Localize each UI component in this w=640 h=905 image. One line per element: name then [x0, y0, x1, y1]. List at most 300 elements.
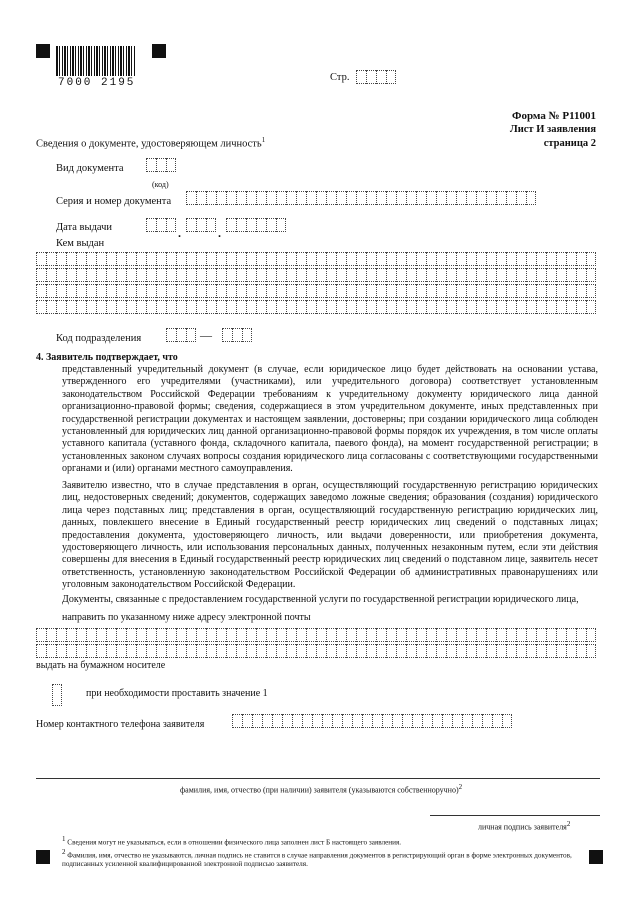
input-cell[interactable] [326, 300, 336, 314]
issue-month-field[interactable] [186, 218, 216, 232]
input-cell[interactable] [526, 628, 536, 642]
input-cell[interactable] [126, 644, 136, 658]
input-cell[interactable] [416, 252, 426, 266]
input-cell[interactable] [282, 714, 292, 728]
input-cell[interactable] [146, 268, 156, 282]
input-cell[interactable] [346, 300, 356, 314]
input-cell[interactable] [126, 628, 136, 642]
input-cell[interactable] [246, 268, 256, 282]
input-cell[interactable] [342, 714, 352, 728]
input-cell[interactable] [406, 268, 416, 282]
input-cell[interactable] [66, 300, 76, 314]
input-cell[interactable] [376, 284, 386, 298]
input-cell[interactable] [492, 714, 502, 728]
input-cell[interactable] [216, 628, 226, 642]
input-cell[interactable] [556, 300, 566, 314]
input-cell[interactable] [396, 300, 406, 314]
input-cell[interactable] [486, 300, 496, 314]
input-cell[interactable] [286, 268, 296, 282]
input-cell[interactable] [256, 628, 266, 642]
input-cell[interactable] [96, 252, 106, 266]
input-cell[interactable] [386, 268, 396, 282]
input-cell[interactable] [356, 284, 366, 298]
input-cell[interactable] [516, 300, 526, 314]
input-cell[interactable] [266, 284, 276, 298]
input-cell[interactable] [436, 284, 446, 298]
input-cell[interactable] [416, 300, 426, 314]
input-cell[interactable] [416, 644, 426, 658]
input-cell[interactable] [386, 252, 396, 266]
input-cell[interactable] [66, 284, 76, 298]
input-cell[interactable] [476, 284, 486, 298]
input-cell[interactable] [216, 284, 226, 298]
input-cell[interactable] [466, 284, 476, 298]
input-cell[interactable] [186, 644, 196, 658]
input-cell[interactable] [466, 644, 476, 658]
input-cell[interactable] [226, 644, 236, 658]
input-cell[interactable] [36, 644, 46, 658]
input-cell[interactable] [446, 284, 456, 298]
input-cell[interactable] [292, 714, 302, 728]
input-cell[interactable] [586, 268, 596, 282]
input-cell[interactable] [546, 284, 556, 298]
input-cell[interactable] [506, 268, 516, 282]
input-cell[interactable] [416, 284, 426, 298]
input-cell[interactable] [412, 714, 422, 728]
input-cell[interactable] [586, 644, 596, 658]
input-cell[interactable] [116, 284, 126, 298]
input-cell[interactable] [576, 644, 586, 658]
input-cell[interactable] [46, 268, 56, 282]
input-cell[interactable] [462, 714, 472, 728]
input-cell[interactable] [366, 268, 376, 282]
input-cell[interactable] [356, 252, 366, 266]
input-cell[interactable] [516, 644, 526, 658]
input-cell[interactable] [386, 300, 396, 314]
input-cell[interactable] [156, 252, 166, 266]
input-cell[interactable] [326, 252, 336, 266]
input-cell[interactable] [206, 252, 216, 266]
input-cell[interactable] [426, 268, 436, 282]
issue-year-field[interactable] [226, 218, 286, 232]
input-cell[interactable] [236, 644, 246, 658]
input-cell[interactable] [346, 252, 356, 266]
input-cell[interactable] [216, 252, 226, 266]
input-cell[interactable] [326, 284, 336, 298]
input-cell[interactable] [276, 644, 286, 658]
input-cell[interactable] [336, 284, 346, 298]
input-cell[interactable] [316, 268, 326, 282]
input-cell[interactable] [426, 252, 436, 266]
input-cell[interactable] [456, 644, 466, 658]
dept-code-field-1[interactable] [166, 328, 196, 342]
input-cell[interactable] [506, 252, 516, 266]
input-cell[interactable] [116, 644, 126, 658]
input-cell[interactable] [96, 268, 106, 282]
input-cell[interactable] [256, 300, 266, 314]
input-cell[interactable] [506, 284, 516, 298]
input-cell[interactable] [176, 628, 186, 642]
input-cell[interactable] [346, 268, 356, 282]
input-cell[interactable] [366, 300, 376, 314]
input-cell[interactable] [372, 714, 382, 728]
input-cell[interactable] [196, 300, 206, 314]
input-cell[interactable] [256, 252, 266, 266]
input-cell[interactable] [46, 300, 56, 314]
input-cell[interactable] [376, 628, 386, 642]
input-cell[interactable] [116, 268, 126, 282]
input-cell[interactable] [116, 628, 126, 642]
input-cell[interactable] [56, 284, 66, 298]
input-cell[interactable] [396, 284, 406, 298]
input-cell[interactable] [296, 284, 306, 298]
input-cell[interactable] [576, 628, 586, 642]
input-cell[interactable] [106, 284, 116, 298]
input-cell[interactable] [146, 300, 156, 314]
input-cell[interactable] [156, 268, 166, 282]
input-cell[interactable] [56, 300, 66, 314]
input-cell[interactable] [456, 268, 466, 282]
input-cell[interactable] [276, 628, 286, 642]
input-cell[interactable] [426, 300, 436, 314]
input-cell[interactable] [126, 252, 136, 266]
input-cell[interactable] [406, 284, 416, 298]
input-cell[interactable] [232, 714, 242, 728]
input-cell[interactable] [136, 268, 146, 282]
input-cell[interactable] [86, 644, 96, 658]
input-cell[interactable] [226, 268, 236, 282]
input-cell[interactable] [86, 284, 96, 298]
input-cell[interactable] [446, 252, 456, 266]
input-cell[interactable] [376, 252, 386, 266]
input-cell[interactable] [546, 268, 556, 282]
input-cell[interactable] [556, 644, 566, 658]
input-cell[interactable] [472, 714, 482, 728]
input-cell[interactable] [146, 628, 156, 642]
input-cell[interactable] [516, 252, 526, 266]
input-cell[interactable] [486, 268, 496, 282]
email-field-row-1[interactable] [36, 628, 596, 642]
input-cell[interactable] [316, 252, 326, 266]
input-cell[interactable] [566, 300, 576, 314]
issued-by-row-3[interactable] [36, 284, 596, 298]
input-cell[interactable] [196, 252, 206, 266]
input-cell[interactable] [96, 644, 106, 658]
input-cell[interactable] [156, 644, 166, 658]
input-cell[interactable] [526, 284, 536, 298]
input-cell[interactable] [442, 714, 452, 728]
input-cell[interactable] [136, 300, 146, 314]
input-cell[interactable] [302, 714, 312, 728]
input-cell[interactable] [496, 300, 506, 314]
input-cell[interactable] [456, 252, 466, 266]
input-cell[interactable] [586, 300, 596, 314]
input-cell[interactable] [226, 300, 236, 314]
input-cell[interactable] [496, 268, 506, 282]
input-cell[interactable] [336, 268, 346, 282]
input-cell[interactable] [256, 644, 266, 658]
input-cell[interactable] [376, 268, 386, 282]
input-cell[interactable] [226, 628, 236, 642]
issued-by-row-2[interactable] [36, 268, 596, 282]
input-cell[interactable] [196, 628, 206, 642]
input-cell[interactable] [466, 252, 476, 266]
input-cell[interactable] [496, 284, 506, 298]
input-cell[interactable] [206, 284, 216, 298]
input-cell[interactable] [556, 284, 566, 298]
input-cell[interactable] [246, 644, 256, 658]
issued-by-row-4[interactable] [36, 300, 596, 314]
input-cell[interactable] [426, 628, 436, 642]
input-cell[interactable] [476, 268, 486, 282]
input-cell[interactable] [416, 268, 426, 282]
input-cell[interactable] [506, 300, 516, 314]
input-cell[interactable] [396, 268, 406, 282]
input-cell[interactable] [376, 644, 386, 658]
input-cell[interactable] [186, 268, 196, 282]
input-cell[interactable] [76, 644, 86, 658]
issue-day-field[interactable] [146, 218, 176, 232]
input-cell[interactable] [136, 644, 146, 658]
input-cell[interactable] [156, 300, 166, 314]
input-cell[interactable] [66, 644, 76, 658]
input-cell[interactable] [306, 252, 316, 266]
input-cell[interactable] [296, 252, 306, 266]
input-cell[interactable] [402, 714, 412, 728]
page-number-cells[interactable] [356, 70, 396, 84]
input-cell[interactable] [56, 252, 66, 266]
input-cell[interactable] [106, 252, 116, 266]
input-cell[interactable] [496, 628, 506, 642]
input-cell[interactable] [36, 300, 46, 314]
input-cell[interactable] [486, 628, 496, 642]
input-cell[interactable] [366, 284, 376, 298]
input-cell[interactable] [176, 300, 186, 314]
input-cell[interactable] [176, 284, 186, 298]
input-cell[interactable] [456, 300, 466, 314]
input-cell[interactable] [356, 268, 366, 282]
input-cell[interactable] [416, 628, 426, 642]
input-cell[interactable] [106, 300, 116, 314]
input-cell[interactable] [116, 300, 126, 314]
input-cell[interactable] [566, 284, 576, 298]
input-cell[interactable] [226, 252, 236, 266]
input-cell[interactable] [166, 644, 176, 658]
input-cell[interactable] [166, 300, 176, 314]
input-cell[interactable] [446, 300, 456, 314]
input-cell[interactable] [476, 300, 486, 314]
input-cell[interactable] [76, 268, 86, 282]
input-cell[interactable] [276, 284, 286, 298]
input-cell[interactable] [176, 268, 186, 282]
input-cell[interactable] [406, 644, 416, 658]
input-cell[interactable] [536, 252, 546, 266]
input-cell[interactable] [206, 300, 216, 314]
input-cell[interactable] [366, 644, 376, 658]
input-cell[interactable] [36, 628, 46, 642]
input-cell[interactable] [66, 628, 76, 642]
input-cell[interactable] [376, 300, 386, 314]
input-cell[interactable] [106, 628, 116, 642]
input-cell[interactable] [66, 252, 76, 266]
dept-code-field-2[interactable] [222, 328, 252, 342]
input-cell[interactable] [326, 628, 336, 642]
input-cell[interactable] [36, 284, 46, 298]
input-cell[interactable] [296, 300, 306, 314]
input-cell[interactable] [396, 644, 406, 658]
input-cell[interactable] [86, 252, 96, 266]
input-cell[interactable] [536, 284, 546, 298]
input-cell[interactable] [516, 284, 526, 298]
input-cell[interactable] [286, 628, 296, 642]
input-cell[interactable] [546, 644, 556, 658]
input-cell[interactable] [526, 252, 536, 266]
input-cell[interactable] [236, 628, 246, 642]
input-cell[interactable] [236, 300, 246, 314]
input-cell[interactable] [116, 252, 126, 266]
input-cell[interactable] [396, 628, 406, 642]
input-cell[interactable] [436, 252, 446, 266]
input-cell[interactable] [476, 644, 486, 658]
input-cell[interactable] [316, 628, 326, 642]
input-cell[interactable] [536, 628, 546, 642]
input-cell[interactable] [226, 284, 236, 298]
input-cell[interactable] [526, 644, 536, 658]
input-cell[interactable] [446, 644, 456, 658]
input-cell[interactable] [276, 300, 286, 314]
input-cell[interactable] [66, 268, 76, 282]
input-cell[interactable] [436, 644, 446, 658]
input-cell[interactable] [166, 268, 176, 282]
input-cell[interactable] [296, 268, 306, 282]
input-cell[interactable] [496, 644, 506, 658]
input-cell[interactable] [136, 628, 146, 642]
input-cell[interactable] [526, 300, 536, 314]
input-cell[interactable] [482, 714, 492, 728]
input-cell[interactable] [386, 644, 396, 658]
input-cell[interactable] [546, 300, 556, 314]
input-cell[interactable] [176, 644, 186, 658]
input-cell[interactable] [476, 628, 486, 642]
input-cell[interactable] [456, 284, 466, 298]
input-cell[interactable] [436, 300, 446, 314]
input-cell[interactable] [76, 284, 86, 298]
input-cell[interactable] [166, 628, 176, 642]
input-cell[interactable] [426, 644, 436, 658]
input-cell[interactable] [306, 284, 316, 298]
input-cell[interactable] [186, 300, 196, 314]
input-cell[interactable] [452, 714, 462, 728]
input-cell[interactable] [96, 300, 106, 314]
input-cell[interactable] [216, 300, 226, 314]
input-cell[interactable] [386, 284, 396, 298]
input-cell[interactable] [286, 300, 296, 314]
doc-type-field[interactable] [146, 158, 176, 172]
input-cell[interactable] [156, 284, 166, 298]
input-cell[interactable] [556, 252, 566, 266]
input-cell[interactable] [316, 284, 326, 298]
input-cell[interactable] [126, 284, 136, 298]
input-cell[interactable] [506, 628, 516, 642]
input-cell[interactable] [186, 252, 196, 266]
input-cell[interactable] [566, 252, 576, 266]
input-cell[interactable] [436, 628, 446, 642]
input-cell[interactable] [286, 284, 296, 298]
input-cell[interactable] [246, 252, 256, 266]
input-cell[interactable] [576, 252, 586, 266]
input-cell[interactable] [106, 268, 116, 282]
input-cell[interactable] [246, 284, 256, 298]
input-cell[interactable] [356, 628, 366, 642]
input-cell[interactable] [546, 628, 556, 642]
input-cell[interactable] [242, 714, 252, 728]
input-cell[interactable] [356, 300, 366, 314]
input-cell[interactable] [146, 252, 156, 266]
input-cell[interactable] [332, 714, 342, 728]
input-cell[interactable] [306, 628, 316, 642]
input-cell[interactable] [56, 644, 66, 658]
input-cell[interactable] [336, 628, 346, 642]
input-cell[interactable] [272, 714, 282, 728]
input-cell[interactable] [306, 644, 316, 658]
input-cell[interactable] [466, 300, 476, 314]
input-cell[interactable] [516, 268, 526, 282]
input-cell[interactable] [586, 252, 596, 266]
input-cell[interactable] [76, 252, 86, 266]
input-cell[interactable] [166, 284, 176, 298]
input-cell[interactable] [336, 252, 346, 266]
input-cell[interactable] [146, 284, 156, 298]
input-cell[interactable] [106, 644, 116, 658]
input-cell[interactable] [336, 644, 346, 658]
input-cell[interactable] [556, 628, 566, 642]
input-cell[interactable] [516, 628, 526, 642]
input-cell[interactable] [186, 284, 196, 298]
input-cell[interactable] [536, 644, 546, 658]
input-cell[interactable] [196, 284, 206, 298]
input-cell[interactable] [486, 284, 496, 298]
input-cell[interactable] [406, 252, 416, 266]
input-cell[interactable] [76, 628, 86, 642]
input-cell[interactable] [486, 252, 496, 266]
input-cell[interactable] [322, 714, 332, 728]
input-cell[interactable] [466, 268, 476, 282]
input-cell[interactable] [266, 252, 276, 266]
input-cell[interactable] [336, 300, 346, 314]
input-cell[interactable] [236, 252, 246, 266]
phone-field[interactable] [232, 714, 512, 728]
input-cell[interactable] [362, 714, 372, 728]
email-field-row-2[interactable] [36, 644, 596, 658]
input-cell[interactable] [406, 300, 416, 314]
input-cell[interactable] [266, 268, 276, 282]
input-cell[interactable] [256, 268, 266, 282]
input-cell[interactable] [196, 268, 206, 282]
input-cell[interactable] [576, 300, 586, 314]
input-cell[interactable] [366, 252, 376, 266]
input-cell[interactable] [536, 300, 546, 314]
input-cell[interactable] [456, 628, 466, 642]
input-cell[interactable] [176, 252, 186, 266]
input-cell[interactable] [126, 268, 136, 282]
input-cell[interactable] [436, 268, 446, 282]
input-cell[interactable] [196, 644, 206, 658]
input-cell[interactable] [566, 628, 576, 642]
input-cell[interactable] [76, 300, 86, 314]
input-cell[interactable] [466, 628, 476, 642]
input-cell[interactable] [576, 268, 586, 282]
input-cell[interactable] [276, 252, 286, 266]
